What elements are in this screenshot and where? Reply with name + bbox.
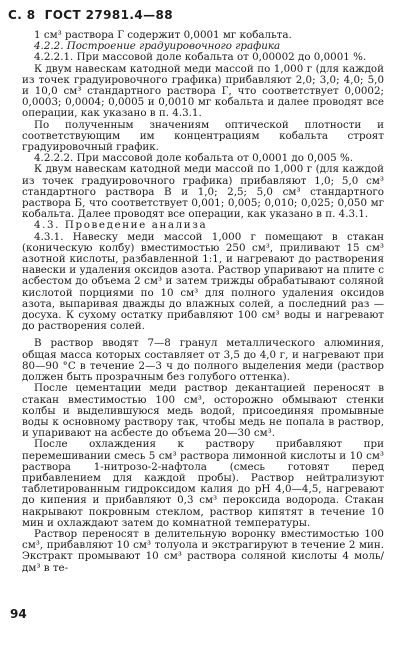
paragraph: К двум навескам катодной меди массой по 1,000 г (для каждой из точек градуировочного графика) прибавляют 2,0; 3,0; 4,0; 5,0 и 10,0 см³ стандартного раствора Г, что соответствует 0,0002; 0,0003; 0,0004; 0,0005 и 0,0010 мг кобальта и далее проводят все операции, как указано в п. 4.3.1. bbox=[22, 62, 384, 120]
paragraph: 4.3.1. Навеску меди массой 1,000 г помещают в стакан (коническую колбу) вместимостью 250 см³, приливают 15 см³ азотной кислоты, разбавленной 1:1, и нагревают до растворения навески и удаления оксидов азота. Раствор упаривают на плите с асбестом до объема 2 см³ и затем трижды обрабатывают соляной кислотой порциями по 10 см³ для полного удаления оксидов азота, выпаривая дважды до влажных солей, а последний раз — досуха. К сухому остатку прибавляют 100 см³ воды и нагревают до растворения солей. bbox=[22, 230, 384, 333]
header-standard-title: ГОСТ 27981.4—88 bbox=[44, 8, 174, 22]
section-heading: 4.2.2. Построение градуировочного графика bbox=[34, 40, 281, 53]
header-page-label: С. 8 bbox=[8, 8, 36, 22]
page-header bbox=[8, 8, 173, 22]
paragraph: К двум навескам катодной меди массой по 1,000 г (для каждой из точек градуировочного графика) прибавляют 1,0; 5,0 см³ стандартного раствора В и 1,0; 2,5; 5,0 см³ стандартного раствора Б, что соответствует 0,001; 0,005; 0,010; 0,025; 0,050 мг кобальта. Далее проводят все операции, как указано в п. 4.3.1. bbox=[22, 163, 384, 221]
paragraph: После охлаждения к раствору прибавляют при перемешивании смесь 5 см³ раствора лимонной кислоты и 10 см³ раствора 1-нитрозо-2-нафтола (смесь готовят перед прибавлением для каждой пробы). Раствор нейтрализуют таблетированным гидроксидом калия до рН 4,0—4,5, нагревают до кипения и прибавляют 0,3 см³ пероксида водорода. Стакан накрывают покровным стеклом, раствор кипятят в течение 10 мин и охлаждают затем до комнатной температуры. bbox=[22, 438, 384, 529]
document-body bbox=[22, 30, 384, 574]
paragraph: По полученным значениям оптической плотности и соответствующим им концентрациям кобальта строят градуировочный график. bbox=[22, 118, 384, 154]
paragraph: 1 см³ раствора Г содержит 0,0001 мг кобальта. bbox=[34, 29, 292, 41]
paragraph: Раствор переносят в делительную воронку вместимостью 100 см³, прибавляют 10 см³ толуола и экстрагируют в течение 2 мин. Экстракт промывают 10 см³ раствора соляной кислоты 4 моль/дм³ в те- bbox=[22, 527, 384, 574]
paragraph: 4.2.2.1. При массовой доле кобальта от 0,00002 до 0,0001 %. bbox=[34, 51, 367, 64]
page-number: 94 bbox=[10, 607, 27, 621]
paragraph: 4.2.2.2. При массовой доле кобальта от 0,0001 до 0,005 %. bbox=[34, 152, 354, 165]
paragraph: В раствор вводят 7—8 гранул металлического алюминия, общая масса которых составляет от 3,5 до 4,0 г, и нагревают при 80—90 °С в течение 2—3 ч до полного выделения меди (раствор должен быть прозрачным без голубого оттенка). bbox=[22, 337, 384, 384]
section-heading: 4.3. Проведение анализа bbox=[34, 219, 208, 232]
paragraph: После цементации меди раствор декантацией переносят в стакан вместимостью 100 см³, осторожно обмывают стенки колбы и выделившуюся медь водой, присоединяя промывные воды к основному раствору так, чтобы медь не попала в раствор, и упаривают на асбесте до объема 20—30 см³. bbox=[22, 382, 384, 440]
